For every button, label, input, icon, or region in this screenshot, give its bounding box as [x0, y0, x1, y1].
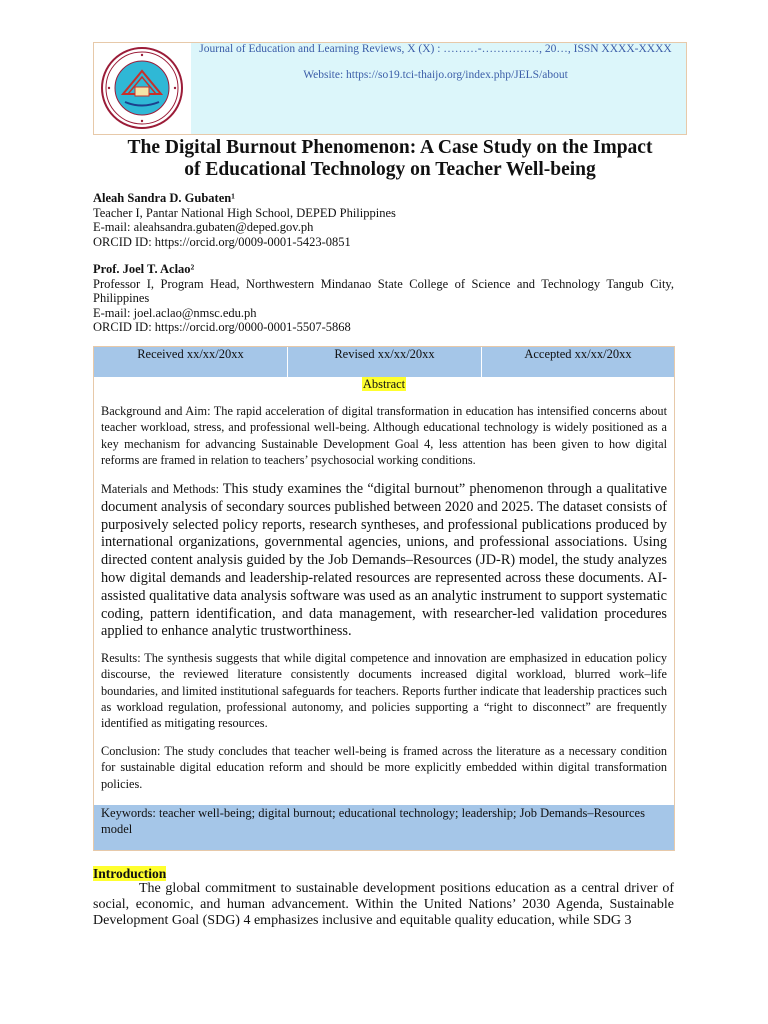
- logo-cell: [94, 43, 192, 134]
- keywords-row: [94, 805, 674, 850]
- author-2-orcid[interactable]: ORCID ID: https://orcid.org/0000-0001-5507-5868: [93, 320, 351, 334]
- received-date: Received xx/xx/20xx: [137, 347, 244, 361]
- revised-date: Revised xx/xx/20xx: [334, 347, 435, 361]
- author-1-email[interactable]: E-mail: aleahsandra.gubaten@deped.gov.ph: [93, 220, 314, 234]
- abstract-conclusion: Conclusion: The study concludes that teacher well-being is framed across the literature as a necessary condition for sustainable digital education reform and should be more explicitly embedded within digital transformation policies.: [101, 744, 667, 791]
- journal-header: [93, 42, 687, 135]
- author-2-affiliation: Professor I, Program Head, Northwestern Mindanao State College of Science and Technology Tangub City, Philippines: [93, 276, 674, 305]
- author-2-email[interactable]: E-mail: joel.aclao@nmsc.edu.ph: [93, 305, 257, 320]
- paper-title: [93, 137, 687, 181]
- accepted-date: Accepted xx/xx/20xx: [524, 347, 632, 361]
- journal-website-link[interactable]: Website: https://so19.tci-thaijo.org/index.php/JELS/about: [303, 69, 568, 81]
- abstract-table: [93, 346, 675, 851]
- author-2: [93, 262, 674, 335]
- methods-text: This study examines the “digital burnout” phenomenon through a qualitative document analysis of secondary sources published between 2020 and 2025. The dataset consists of purposively selected policy reports, research syntheses, and professional publications produced by international organizations, governmental agencies, unions, and professional associations. Using directed content analysis guided by the Job Demands–Resources (JD-R) model, the study analyzes how digital demands and leadership-related resources are represented across these documents. AI-assisted qualitative data analysis software was used as an analytic instrument to support systematic coding, pattern identification, and data management, with researcher-led validation procedures applied to enhance analytic trustworthiness.: [101, 481, 667, 640]
- abstract-methods: [101, 481, 667, 641]
- keywords: Keywords: teacher well-being; digital burnout; educational technology; leadership; Job Demands–Resources model: [101, 806, 645, 836]
- journal-citation-line: Journal of Education and Learning Reviews, X (X) : ………-……………, 20…, ISSN XXXX-XXXX: [199, 43, 672, 55]
- methods-label: Materials and Methods:: [101, 482, 223, 496]
- introduction-text: The global commitment to sustainable development positions education as a central driver of social, economic, and human advancement. Within the United Nations’ 2030 Agenda, Sustainable Development Goal (SDG) 4 emphasizes inclusive and equitable quality education, while SDG 3: [93, 881, 674, 928]
- introduction-heading: Introduction: [93, 866, 167, 881]
- abstract-background: Background and Aim: The rapid acceleration of digital transformation in education has intensified concerns about teacher workload, stress, and professional well-being. Although educational technology is widely positioned as a key mechanism for advancing Sustainable Development Goal 4, less attention has been given to how digital reforms are framed in relation to teachers’ psychosocial working conditions.: [101, 404, 667, 467]
- author-1-name: Aleah Sandra D. Gubaten¹: [93, 191, 235, 205]
- author-1: [93, 191, 674, 249]
- author-2-name: Prof. Joel T. Aclao²: [93, 262, 195, 276]
- journal-info: [191, 43, 686, 134]
- author-1-orcid[interactable]: ORCID ID: https://orcid.org/0009-0001-5423-0851: [93, 234, 351, 249]
- title-line-2: of Educational Technology on Teacher Well-being: [184, 159, 596, 180]
- abstract-heading: Abstract: [362, 377, 406, 391]
- title-line-1: The Digital Burnout Phenomenon: A Case Study on the Impact: [127, 137, 653, 158]
- dates-row: [94, 347, 674, 377]
- abstract-results: Results: The synthesis suggests that while digital competence and innovation are emphasized in education policy discourse, the reviewed literature consistently documents increased digital workload, blurred work–life boundaries, and limited institutional safeguards for teachers. Reports further indicate that leadership practices such as workload regulation, professional autonomy, and policies supporting a “right to disconnect” are frequently identified as mitigating resources.: [101, 651, 667, 731]
- journal-seal-icon: [101, 47, 183, 129]
- author-1-affiliation: Teacher I, Pantar National High School, DEPED Philippines: [93, 205, 396, 220]
